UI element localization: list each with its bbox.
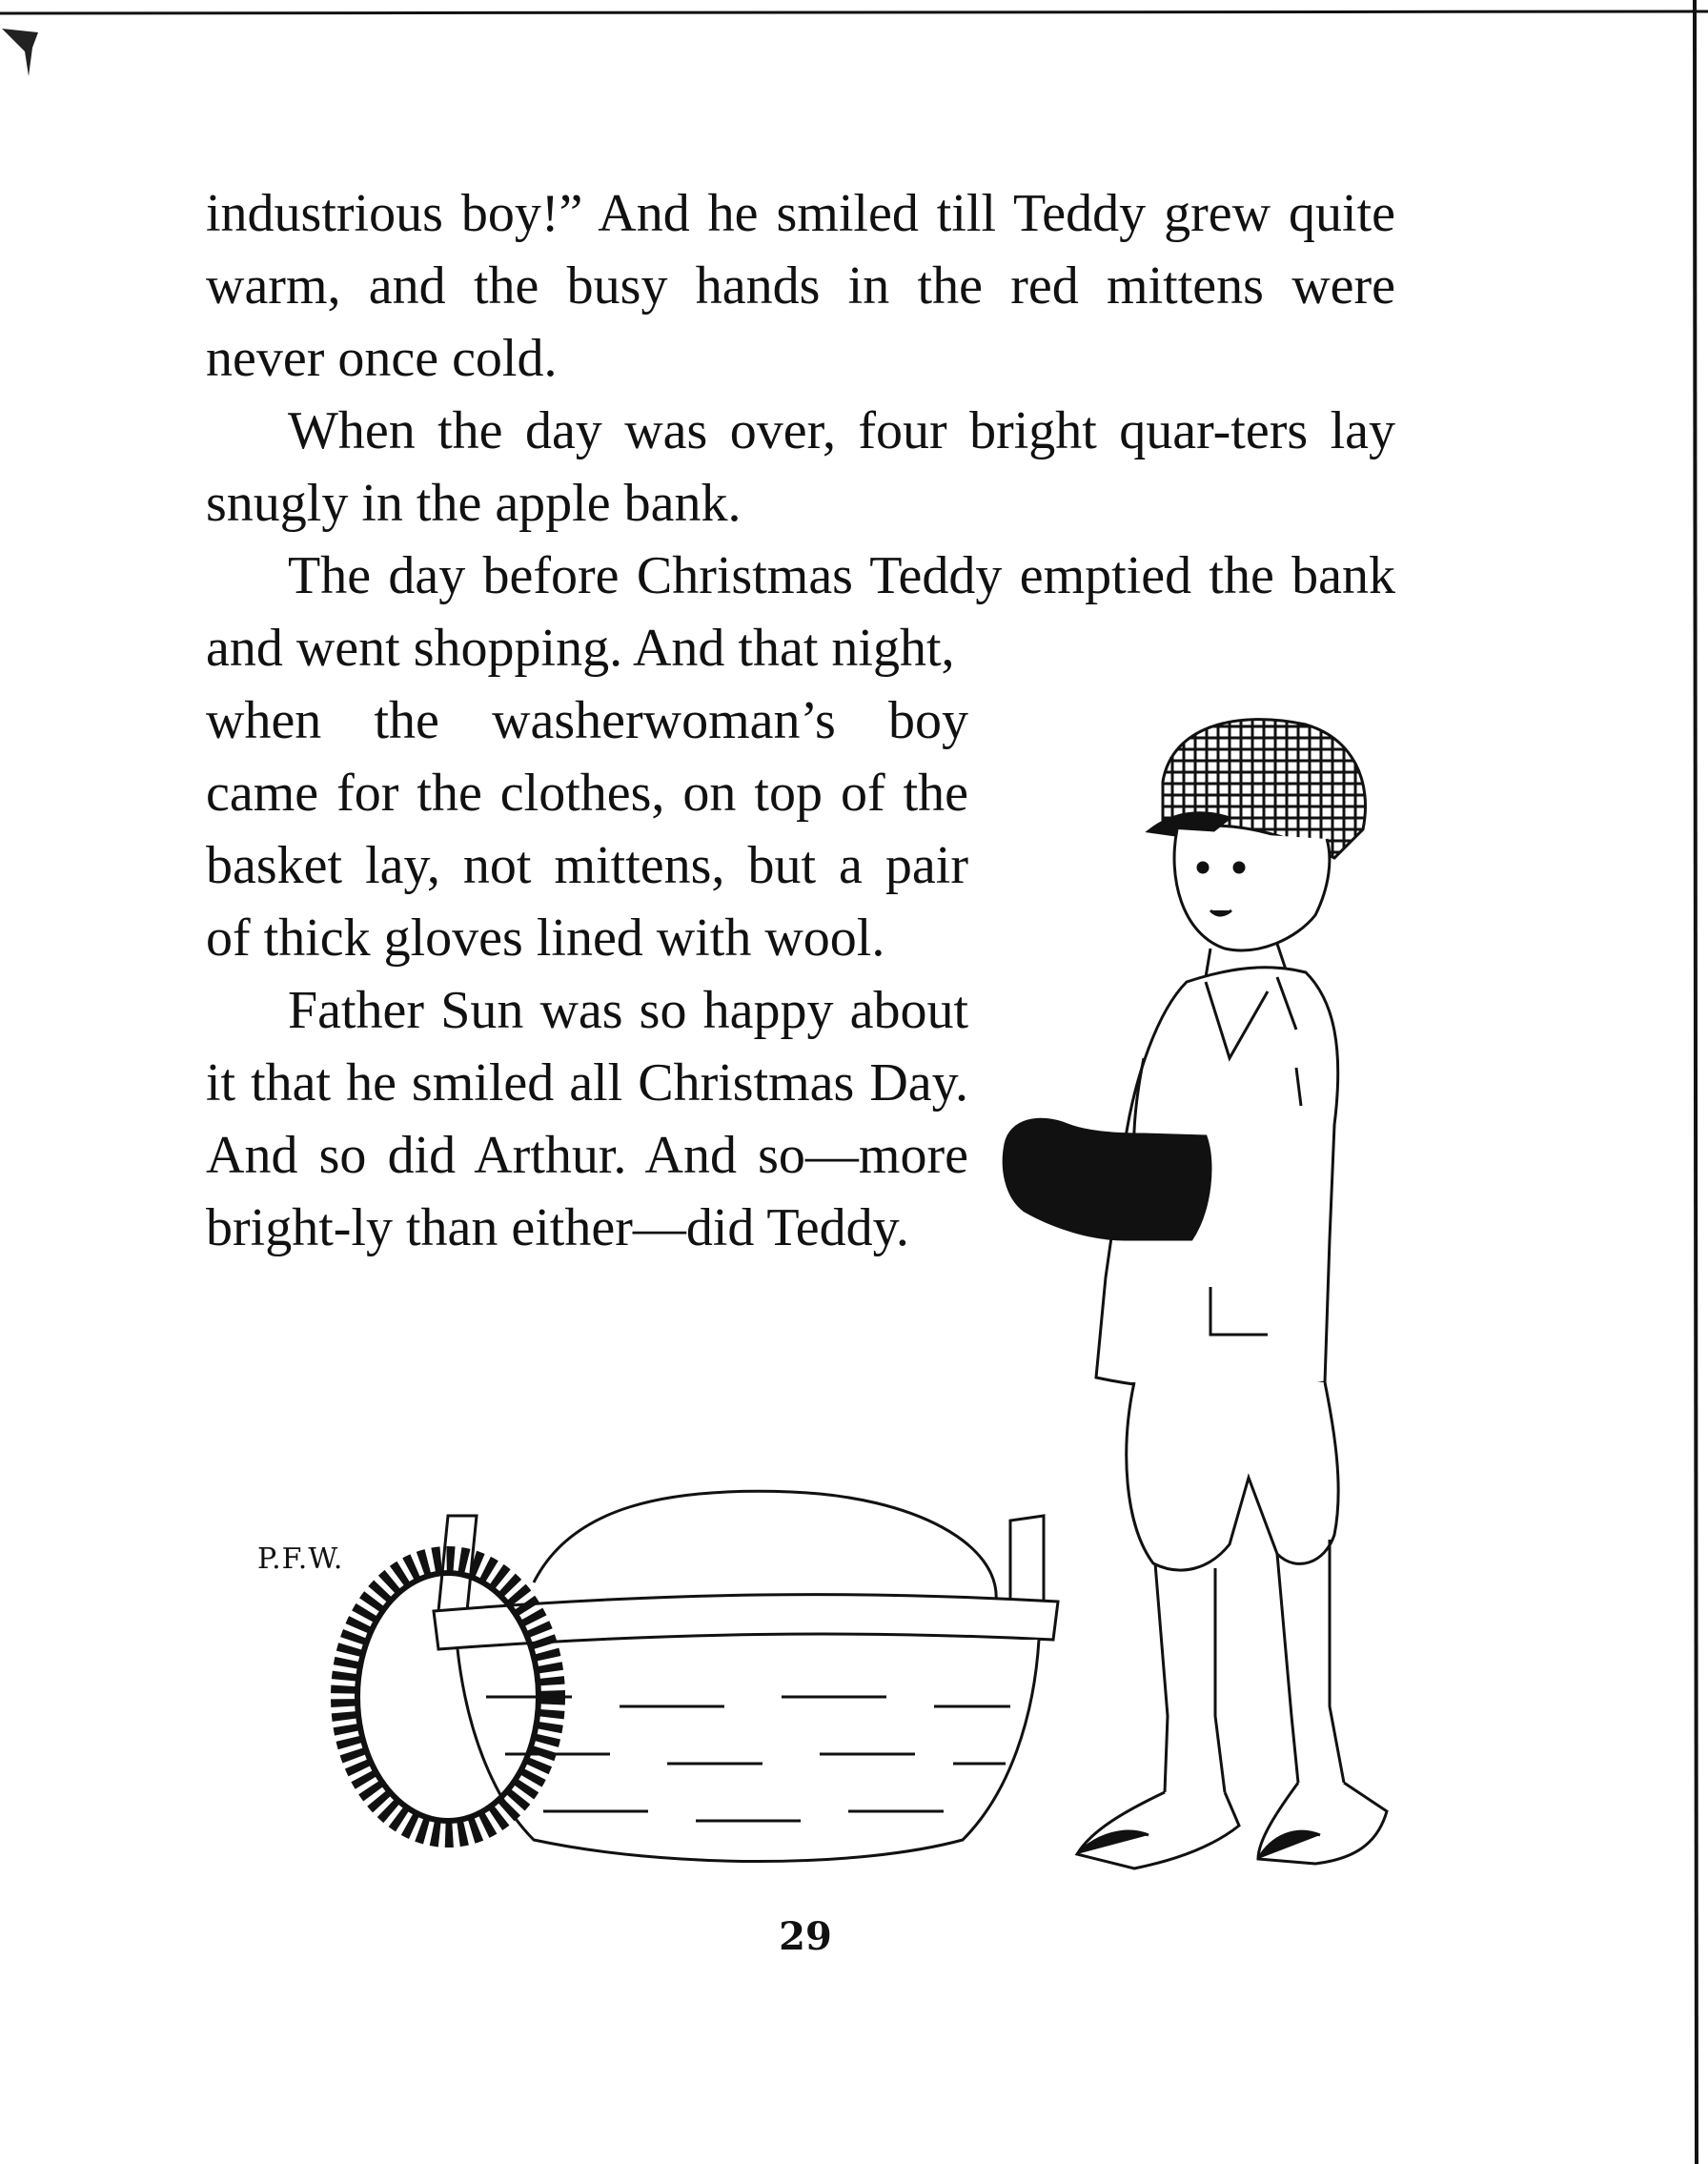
paragraph: The day before Christmas Teddy emptied the bank and went shopping. And that night, — [206, 546, 1395, 678]
illustrator-initials: P.F.W. — [257, 1542, 344, 1576]
paragraph: When the day was over, four bright quar-ters lay snugly in the apple bank. — [206, 401, 1395, 533]
corner-ink-smudge — [0, 19, 67, 95]
laundry-basket — [434, 1491, 1058, 1861]
christmas-wreath — [343, 1559, 553, 1835]
top-border-rule — [0, 10, 1708, 17]
wrapped-text — [206, 684, 1395, 1264]
body-text — [206, 177, 1395, 1264]
paragraph: when the washerwoman’s boy came for the clothes, on top of the basket lay, not mittens, but a pair of thick gloves lined with wool. — [206, 691, 968, 968]
paragraph: Father Sun was so happy about it that he smiled all Christmas Day. And so did Arthur. And so—more bright-ly than either—did Teddy. — [206, 981, 968, 1257]
paragraph: industrious boy!” And he smiled till Teddy grew quite warm, and the busy hands in the red mittens were never once cold. — [206, 184, 1395, 388]
page-number: 29 — [779, 1914, 832, 1959]
right-border-rule — [1685, 0, 1708, 2164]
